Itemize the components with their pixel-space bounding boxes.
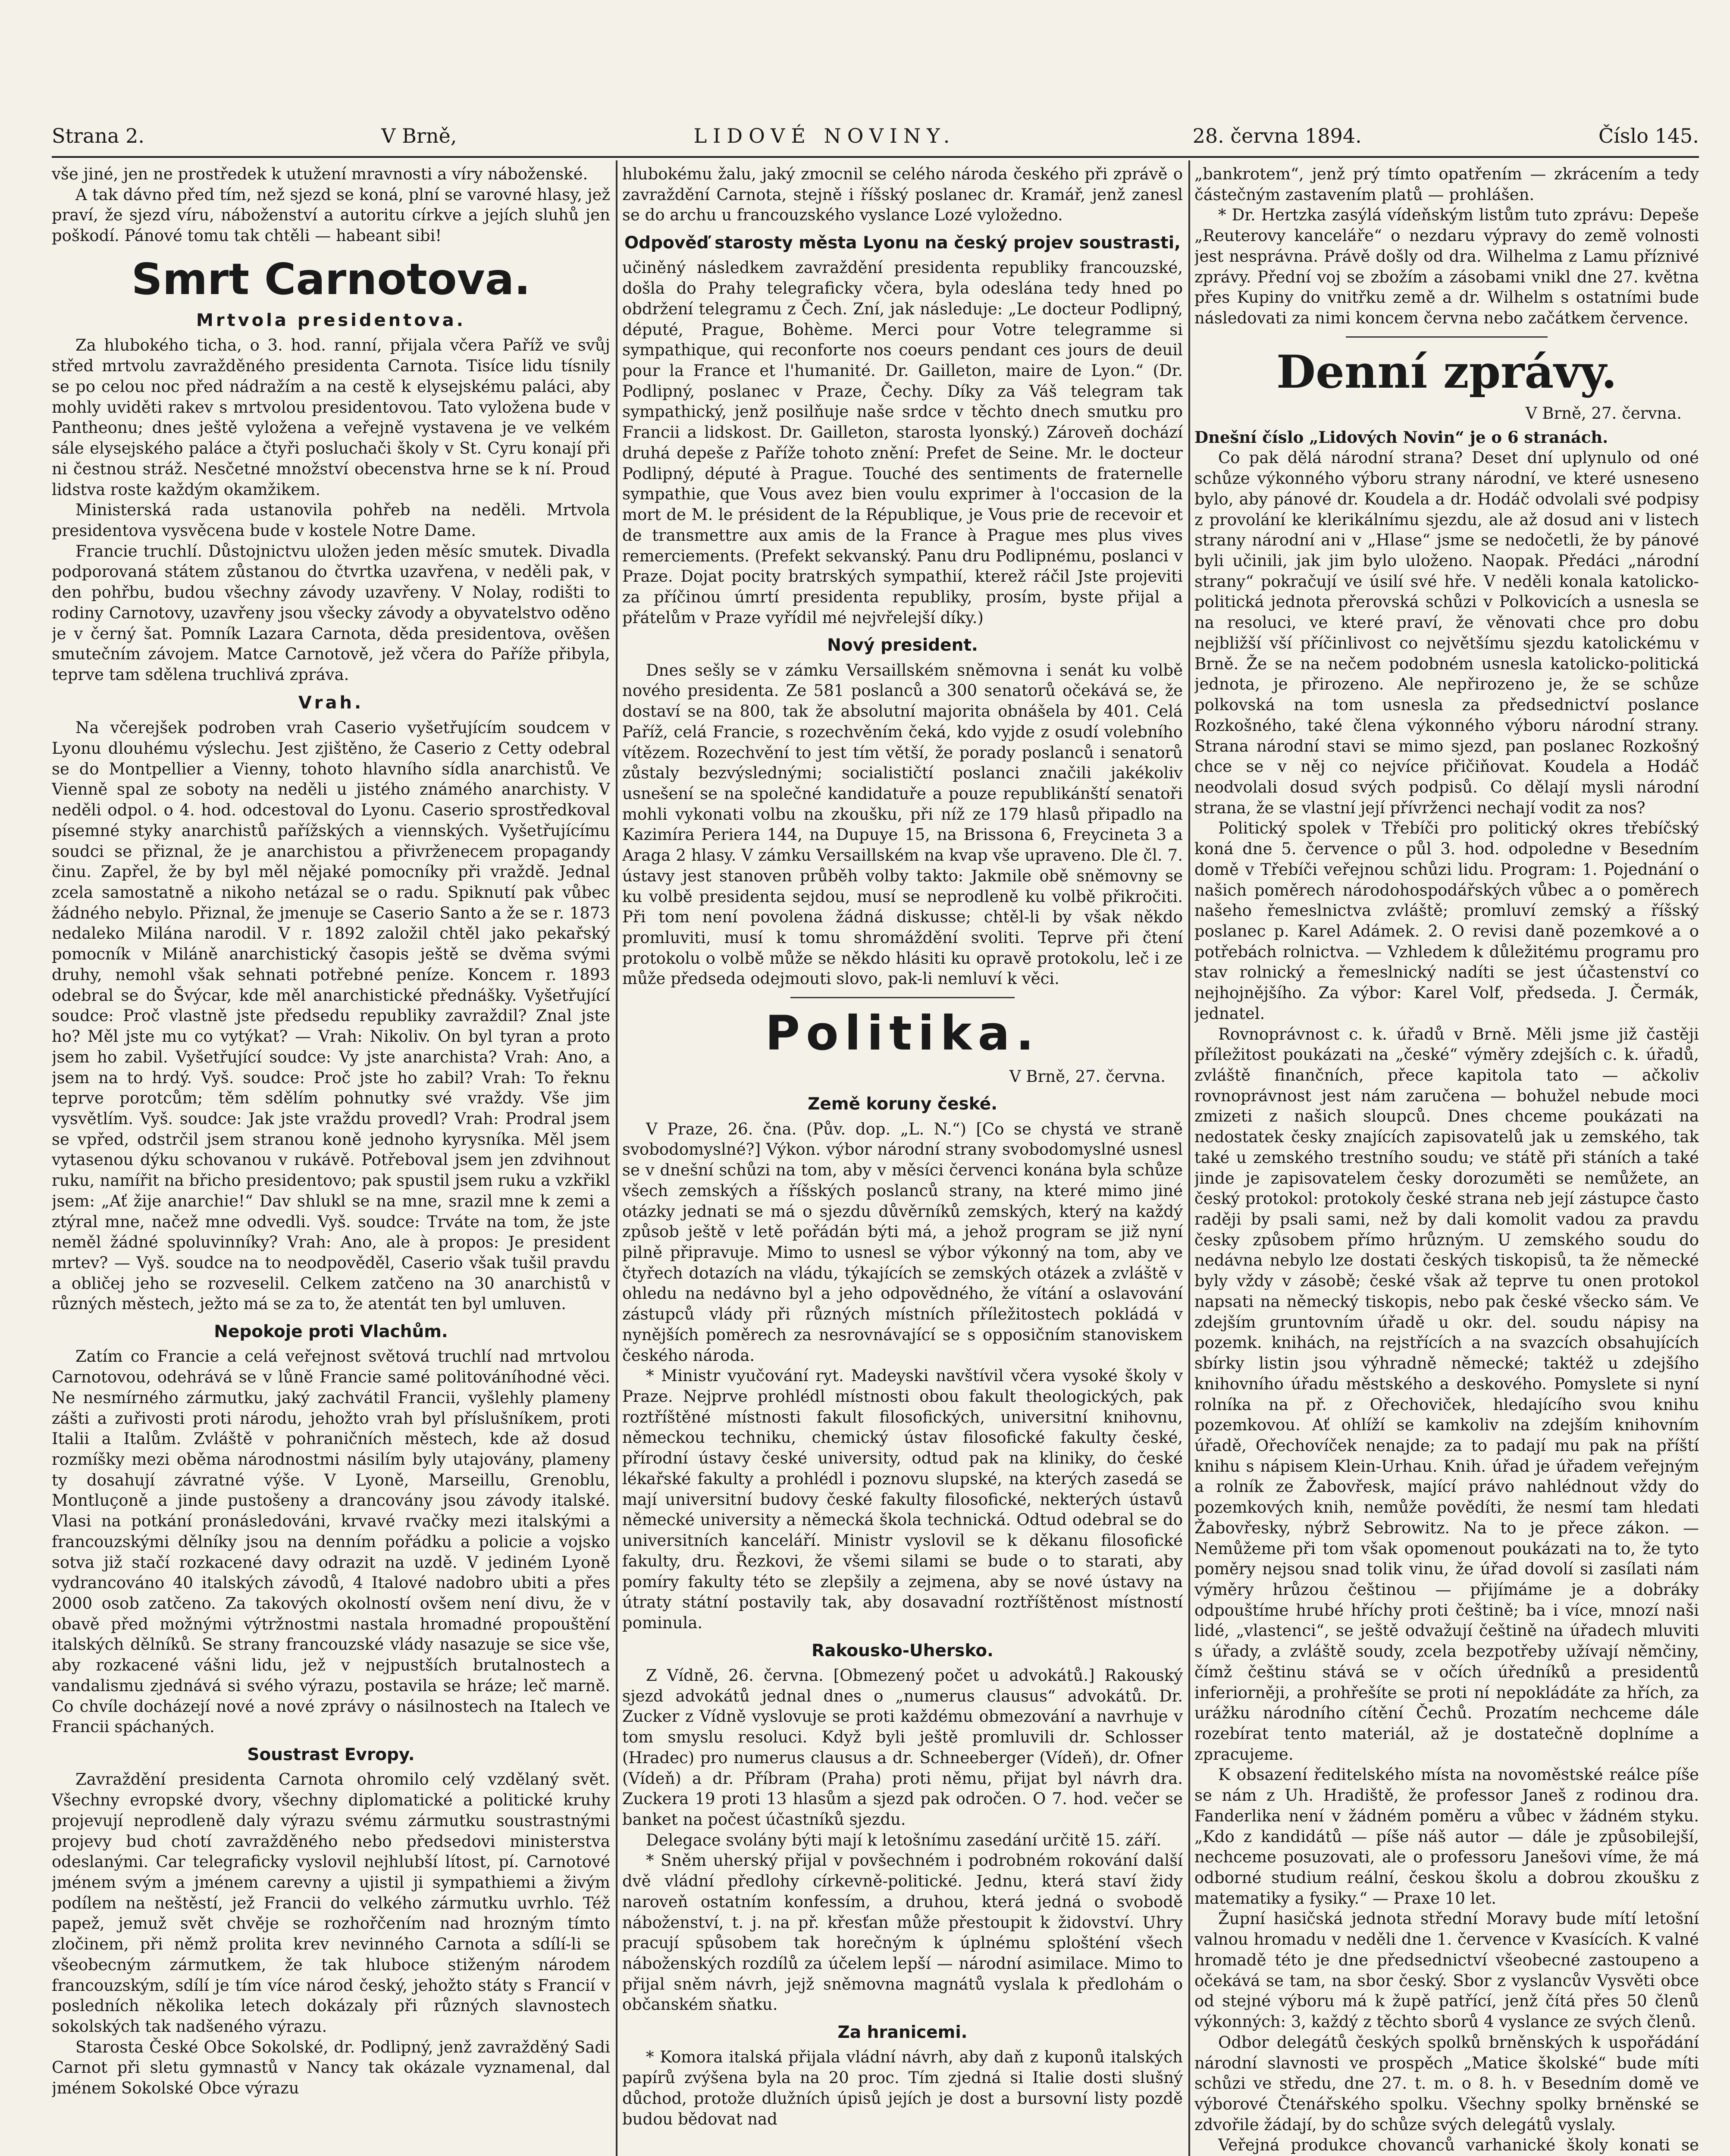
- paragraph: Starosta České Obce Sokolské, dr. Podlipný, jenž zavražděný Sadi Carnot při sletu gymnastů v Nancy tak okázale vyznamenal, dal jménem Sokolské Obce výrazu: [52, 2037, 610, 2098]
- paragraph: Za hlubokého ticha, o 3. hod. ranní, přijala včera Paříž ve svůj střed mrtvolu zavražděného presidenta Carnota. Tisíce lidu tísnily se po celou noc před nádražím a na cestě k elysejskému paláci, aby mohly uviděti rakev s mrtvolou presidentovou. Tato vyložena bude v Pantheonu; dnes ještě vyložena a veřejně vystavena je ve velkém sále elysejského paláce a čtyři posluchači školy v St. Cyru konají při ni čestnou stráž. Nesčetné množství obecenstva hrne se k ní. Proud lidstva roste každým okamžikem.: [52, 336, 610, 499]
- masthead-city: V Brně,: [381, 124, 457, 147]
- column-2: [622, 164, 1183, 2156]
- headline-politics: Politika.: [765, 1006, 1040, 1061]
- paragraph: Rovnoprávnost c. k. úřadů v Brně. Měli jsme již častěji příležitost poukázati na „české“ výměry zdejších c. k. úřadů, zvláště finančních, přece kapitola tato — ačkoliv rovnoprávnost jest nám zaručena — bohužel nebude moci zmizeti z našich sloupců. Dnes chceme poukázati na nedostatek česky znajících zapisovatelů jak u zemského, tak také u zemského trestního soudu; ve státě při stáních a také jinde je zapisovatelem česky dorozuměti se nemůžete, an český protokol: protokoly české strana neb její zástupce často raději by psali sami, než by dali komolit vadou za pravdu česky způsobem přímo hrůzným. U zemského soudu do nedávna nebylo lze dostati českých tiskopisů, ta že německé byly vždy v zásobě; české však až teprve tu onen protokol napsati na německý tiskopis, nebo pak české všecko sám. Ve zdejším gruntovním úřadě u okr. del. soudu nápisy na pozemk. knihách, na rejstřících a na svazcích obsahujících sbírky listin jsou výhradně německé; taktéž u zdejšího knihovního úřadu městského a deskového. Pomyslete si nyní rolníka na př. z Ořechoviček, hledajícího svou knihu pozemkovou. Ať ohlíží se kamkoliv na zdejším knihovním úřadě, Ořechovíček nenajde; za to padají mu pak na příští knihu s nápisem Klein-Urhau. Knih. úřad je úřadem veřejným a rolník ze Žabovřesk, mající právo nahlédnout vždy do pozemkových knih, nemůže povědíti, že nesmí tam hledati Žabovřesky, nýbrž Sebrowitz. Na to je přece zákon. — Nemůžeme při tom však opomenout poukázati na to, že tyto poměry nejsou snad tolik vinu, že úřad dovolí si zasílati nám výměry hrůzou češtinou — přijímáme je a dobráky odpouštíme hrubé hříchy proti češtině; ba i více, mnozí naši lidé, „vlastenci“, se ještě odvažují češtině na úřadech mluviti s úřady, a zvláště soudy, zcela bezpotřeby užívají němčiny, čímž češtinu stává se v očích úředníků a presidentů inferiorněji, a prohřešíte se proti ní nepokládáte za hřích, za urážku národního cítění Čechů. Prozatím nechceme dále rozebírat tento materiál, až je dostatečně doplníme a zpracujeme.: [1194, 1025, 1699, 1764]
- paragraph: * Komora italská přijala vládní návrh, aby daň z kuponů italských papírů zvýšena byla na 20 proc. Tím zjedná si Italie dosti slušný důchod, protože dlužních úpisů jejích je dost a bursovní listy pozdě budou bědovat nad: [622, 2048, 1183, 2128]
- dateline: V Brně, 27. června.: [1525, 404, 1682, 423]
- subheadline: Mrtvola presidentova.: [196, 310, 466, 330]
- headline-carnot-death: Smrt Carnotova.: [131, 254, 531, 304]
- paragraph: * Sněm uherský přijal v povšechném i podrobném rokování další dvě vládní předlohy církevně-politické. Jednu, která staví židy naroveň ostatním konfessím, a druhou, která jedná o svobodě náboženství, t. j. na př. křesťan může přestoupit k židovství. Uhry pracují spůsobem tak horečným k úplnému splošténí všech náboženských rozdílů za účelem lepší — národní asimilace. Mimo to přijal sněm návrh, jejž sněmovna magnátů vyslala k předlohám o občanském sňatku.: [622, 1851, 1183, 2014]
- paragraph: Zavraždění presidenta Carnota ohromilo celý vzdělaný svět. Všechny evropské dvory, všechny diplomatické a politické kruhy projevují neprodleně daly výrazu svému zármutku soustrastnými projevy bud chotí zavražděného nebo předsedovi ministerstva odeslanými. Car telegraficky vyslovil nejhlubší lítost, pí. Carnotové jménem svým a jménem carevny a ujistil ji sympathiemi a živým podílem na neštěstí, jež Francii do velkého zármutku uvrhlo. Též papež, jemuž svět chvěje se rozhořčením nad hrozným tímto zločinem, při němž prolita krev nevinného Carnota a sdílí-li se všeobecným zármutkem, že tak hluboce stiženým národem francouzským, sdílí je tím více národ český, jehožto státy s Francií v posledních několika letech dokázaly při různých slavnostech sokolských tak nadšeného výrazu.: [52, 1770, 610, 2036]
- subheadline: Rakousko-Uhersko.: [812, 1641, 993, 1661]
- paragraph: * Dr. Hertzka zasýlá vídeňským listům tuto zprávu: Depeše „Reuterovy kanceláře“ o nezdaru výpravy do země volnosti jest nesprávna. Právě došly od dra. Wilhelma z Lamu příznivé zprávy. Přední voj se zbožím a zásobami vnikl dne 27. května přes Kupiny do vnitřku země a dr. Wilhelm s ostatními bude následovati za nimi koncem června nebo začátkem července.: [1194, 206, 1699, 328]
- page-number: Strana 2.: [52, 124, 144, 147]
- masthead: [52, 116, 1699, 155]
- paragraph: Zatím co Francie a celá veřejnost světová truchlí nad mrtvolou Carnotovou, odehrává se v lůně Francie samé politováníhodné věci. Ne nesmírného zármutku, jaký zachvátil Francii, vyšlehly plameny zášti a zuřivosti proti národu, jehožto vrah byl příslušníkem, proti Italii a Italům. Zvláště v pohraničních městech, kde až dosud rozmíšky mezi oběma národnostmi násilím byly utajovány, plameny ty dosahují závratné výše. V Lyoně, Marseillu, Grenoblu, Montluçoně a jinde pustošeny a drancovány jsou závody italské. Vlasi na potkání pronásledováni, krvavé rvačky mezi italskými a francouzskými dělníky jsou na denním pořádku a policie a vojsko sotva již stačí rozkacené davy odrazit na uzdě. V jediném Lyoně vydrancováno 40 italských závodů, 4 Italové nadobro ubiti a přes 2000 osob zatčeno. Za takových okolností ovšem není divu, že v obavě před možnými výtržnostmi nastala hromadné propouštění italských dělníků. Se strany francouzské vlády nasazuje se sice vše, aby rozkacené vášni lidu, jež v nejpustších brutalnostech a vandalismu zjednává si svého výrazu, postavila se hráze; leč marně. Co chvíle docházejí nové a nové zprávy o násilnostech na Italech ve Francii spáchaných.: [52, 1347, 610, 1736]
- subheadline: Vrah.: [298, 693, 364, 713]
- paragraph: Na včerejšek podroben vrah Caserio vyšetřujícím soudcem v Lyonu dlouhému výslechu. Jest zjištěno, že Caserio z Cetty odebral se do Montpellier a Vienny, tohoto hlavního sídla anarchistů. Ve Vienně spal ze soboty na neděli u jistého známého anarchisty. V neděli odpol. o 4. hod. odcestoval do Lyonu. Caserio sprostředkoval písemné styky anarchistů pařížských a viennských. Vyšetřujícímu soudci se přiznal, že je anarchistou a přivrženecem propagandy činu. Zapřel, že by byl měl nějaké pomocníky při vraždě. Jednal zcela samostatně a nikoho netázal se o radu. Spiknutí pak vůbec žádného nebylo. Přiznal, že jmenuje se Caserio Santo a že se r. 1873 nedaleko Milána narodil. V r. 1892 založil chtěl jako pekařský pomocník v Miláně anarchistický časopis ještě se dvěma svými druhy, nemohl však sehnati potřebné peníze. Koncem r. 1893 odebral se do Švýcar, kde měl anarchistické přednášky. Vyšetřující soudce: Proč vlastně jste předsedu republiky zavraždil? Znal jste ho? Měl jste mu co vytýkat? — Vrah: Nikoliv. On byl tyran a proto jsem ho zabil. Vyšetřující soudce: Vy jste anarchista? Vrah: Ano, a jsem na to hrdý. Vyš. soudce: Proč jste ho zabil? Vrah: To řeknu teprve porotcům; těm sdělím pohnutky své vraždy. Vše jim vysvětlím. Vyš. soudce: Jak jste vraždu provedl? Vrah: Prodral jsem se vpřed, odstrčil jsem stranou koně jednoho kyrysníka. Měl jsem vytasenou dýku schovanou v rukávě. Potřeboval jsem jen zdvihnout ruku, namířit na břicho presidentovo; pak spustil jsem ruku a vzkřikl jsem: „Ať žije anarchie!“ Dav shlukl se na mne, srazil mne k zemi a ztýral mne, načež mne odvedli. Vyš. soudce: Trváte na tom, že jste neměl žádné spoluvinníky? Vrah: Ano, ale à propos: Je president mrtev? — Vyš. soudce na to neodpověděl, Caserio však tušil pravdu a obličej jeho se rozveselil. Celkem zatčeno na 30 anarchistů v různých městech, ježto má se za to, že atentát ten byl umluven.: [52, 718, 610, 1313]
- headline-daily-news: Denní zprávy.: [1276, 345, 1617, 398]
- dateline: V Brně, 27. června.: [1009, 1067, 1166, 1086]
- issue-date: 28. června 1894.: [1192, 124, 1362, 147]
- newspaper-title: LIDOVÉ NOVINY.: [693, 124, 956, 147]
- subheadline: Země koruny české.: [808, 1094, 997, 1114]
- paragraph: Župní hasičská jednota střední Moravy bude mítí letošní valnou hromadu v neděli dne 1. července v Kvasících. K valné hromadě této je dne předsednictví všeobecné zastoupeno a očekává se tam, na sbor český. Sbor z vyslancův Vysvěti obce od stejné výboru má k župě patřící, jenž čítá přes 50 členů výkonných: 3, každý z těchto sborů 4 vyslance ze svých členů.: [1194, 1909, 1699, 2031]
- section-divider: [790, 997, 1015, 998]
- paragraph: učiněný následkem zavraždění presidenta republiky francouzské, došla do Prahy telegraficky včera, byla odeslána tedy hned po obdržení telegramu z Čech. Zní, jak následuje: „Le docteur Podlipný, député, Prague, Bohème. Merci pour Votre telegramme si sympathique, qui reconforte nos coeurs pendant ces jours de deuil pour la France et l'humanité. Dr. Gailleton, maire de Lyon.“ (Dr. Podlipný, poslanec v Praze, Čechy. Díky za Váš telegram tak sympathický, jenž posilňuje naše srdce v těchto dnech smutku pro Francii a lidskost. Dr. Gailleton, starosta lyonský.) Zároveň dochází druhá depeše z Paříže tohoto znění: Prefet de Seine. Mr. le docteur Podlipný, député à Prague. Touché des sentiments de fraternelle sympathie, que Vous avez bien voulu exprimer à l'occasion de la mort de M. le président de la République, je Vous prie de recevoir et de transmettre aux amis de la France à Prague mes plus vives remerciements. (Prefekt sekvanský. Panu dru Podlipnému, poslanci v Praze. Dojat pocity bratrských sympathií, kterež ráčil Jste projeviti za příčinou úmrtí presidenta republiky, prosím, byste přijal a přátelům v Praze vyřídil mé nejvřelejší díky.): [622, 258, 1183, 627]
- paragraph: Francie truchlí. Důstojnictvu uložen jeden měsíc smutek. Divadla podporovaná státem zůstanou do čtvrtka uzavřena, v neděli pak, v den pohřbu, budou všechny závody uzavřeny. V Nolay, rodišti to rodiny Carnotovy, uzavřeny jsou všecky závody a obyvatelstvo oděno je v černý šat. Pomník Lazara Carnota, děda presidentova, ověšen smutečním závojem. Matce Carnotově, jež včera do Paříže přibyla, teprve tam sdělena truchlivá zpráva.: [52, 542, 610, 684]
- subheadline: Nepokoje proti Vlachům.: [214, 1322, 448, 1342]
- subheadline: Za hranicemi.: [837, 2023, 968, 2043]
- paragraph: Dnes sešly se v zámku Versaillském sněmovna i senát ku volbě nového presidenta. Ze 581 poslanců a 300 senatorů očekává se, že dostaví se na 800, tak že absolutní majorita obnášela by 401. Celá Paříž, celá Francie, s rozechvěním čeká, kdo vyjde z osudí volebního vítězem. Rozechvění to jest tím větší, že porady poslanců i senatorů zůstaly bezvýslednými; socialističtí poslanci značili jakékoliv usnešení se na společné kandidatuře a pouze republikánští senatoři mohli vykonati volbu na zkoušku, při níž ze 179 hlasů připadlo na Kazimíra Periera 144, na Dupuye 15, na Brissona 6, Freycineta 3 a Araga 2 hlasy. V zámku Versaillském na kvap vše upraveno. Dle čl. 7. ústavy jest stanoven průběh volby takto: Jakmile obě sněmovny se ku volbě presidenta sejdou, musí se neprodleně ku volbě přikročiti. Při tom není povolena žádná diskusse; chtěl-li by však někdo promluviti, musí k tomu shromáždění svoliti. Teprve při čtení protokolu o volbě může se někdo hlásiti ku opravě protokolu, leč i ze může předseda odejmouti slovo, pak-li nemluví k věci.: [622, 661, 1183, 988]
- paragraph: vše jiné, jen ne prostředek k utužení mravnosti a víry náboženské.: [52, 165, 588, 183]
- paragraph: Delegace svolány býti mají k letošnímu zasedání určitě 15. září.: [646, 1830, 1162, 1849]
- masthead-rule: [52, 156, 1699, 158]
- paragraph: Z Vídně, 26. června. [Obmezený počet u advokátů.] Rakouský sjezd advokátů jednal dnes o „numerus clausus“ advokátů. Dr. Zucker z Vídně vyslovuje se proti každému obmezování a navrhuje v tom smyslu resoluci. Když byli ještě promluvili dr. Schlosser (Hradec) pro numerus clausus a dr. Schneeberger (Vídeň), dr. Ofner (Vídeň) a dr. Příbram (Praha) proti němu, přijat byl návrh dra. Zuckera 19 proti 13 hlasům a sjezd pak odročen. O 7. hod. večer se banket na počest účastníků sjezdu.: [622, 1666, 1183, 1829]
- column-divider-1: [616, 160, 617, 2156]
- subheadline: Soustrast Evropy.: [247, 1745, 415, 1765]
- paragraph: Ministerská rada ustanovila pohřeb na neděli. Mrtvola presidentova vysvěcena bude v kostele Notre Dame.: [52, 501, 610, 540]
- paragraph: Veřejná produkce chovanců varhanické školy konati se: [1218, 2136, 1699, 2155]
- column-3: [1194, 164, 1699, 2156]
- paragraph: K obsazení ředitelského místa na novoměstské reálce píše se nám z Uh. Hradiště, že professor Janeš z rodinou dra. Fanderlika není v žádném poměru a vůbec v žádném styku. „Kdo z kandidátů — píše náš autor — dále je způsobilejší, nechceme posuzovati, ale o professoru Janešovi víme, že má odborné studium reální, českou školu a dobrou zkoušku z matematiky a fysiky.“ — Praxe 10 let.: [1194, 1765, 1699, 1908]
- paragraph: hlubokému žalu, jaký zmocnil se celého národa českého při zprávě o zavraždění Carnota, stejně i říšský poslanec dr. Kramář, jenž zanesl se do archu u francouzského vyslance Lozé vyložedno.: [622, 165, 1183, 225]
- paragraph: „bankrotem“, jenž prý tímto opatřením — zkrácením a tedy částečným zastavením platů — prohlášen.: [1194, 165, 1699, 204]
- issue-announcement: Dnešní číslo „Lidových Novin“ je o 6 stranách.: [1194, 427, 1608, 447]
- paragraph: Co pak dělá národní strana? Deset dní uplynulo od oné schůze výkonného výboru strany národní, ve které usneseno bylo, aby pánové dr. Koudela a dr. Hodáč odvolali své podpisy z provolání ke klerikálnímu sjezdu, ale až dosud ani v listech strany národní ani v „Hlase“ jsme se nedočetli, že by pánové byli učinili, jak jim bylo uloženo. Naopak. Předáci „národní strany“ pokračují ve úsilí své hře. V neděli konala katolicko-politická jednota přerovská schůzi v Polkovicích a usnesla se na resoluci, ve které praví, že věnovati chce pro dobu nejbližší vší příčinlivost co největšímu sjezdu katolickému v Brně. Že se na nečem podobném usnesla katolicko-politická jednota, je přirozeno. Ale nepřirozeno je, že se schůze polkovská na tom usnesla za předsednictví poslance Rozkošného, také člena výkonného výboru národní strany. Strana národní stavi se mimo sjezd, pan poslanec Rozkošný chce se v něj co nejvíce přičiňovat. Koudela a Hodáč neodvolali dosud svých podpisů. Co dělají mysli národní strana, že se vlastní její přívrženci nechají vodit za nos?: [1194, 448, 1699, 817]
- column-divider-2: [1188, 160, 1190, 2156]
- paragraph: V Praze, 26. čna. (Pův. dop. „L. N.“) [Co se chystá ve straně svobodomyslné?] Výkon. výbor národní strany svobodomyslné usnesl se v dnešní schůzi na tom, aby v měsíci červenci konána byla schůze všech zemských a říšských poslanců strany, na které mimo jiné otázky jednati se má o sjezdu důvěrníků zemských, který na každý způsob ještě v letě pořádán býti má, a jehož program se již nyní pilně připravuje. Mimo to usnesl se výbor výkonný na tom, aby ve čtyřech dotazích na vládu, týkajících se zemských otázek a zvláště v ohledu na nedávno byl a jeho odpovědného, že vítání a oslavování zástupců vlády při různých místních příležitostech pokládá v nynějších poměrech za nesrovnávající se s opposičním stanoviskem českého národa.: [622, 1119, 1183, 1365]
- paragraph: Politický spolek v Třebíči pro politický okres třebíčský koná dne 5. července o půl 3. hod. odpoledne v Besedním domě v Třebíči veřejnou schůzi lidu. Program: 1. Pojednání o našich poměrech národohospodářských vůbec a o poměrech našeho řemeslnictva zvláště; promluví zemský a říšský poslanec p. Karel Adámek. 2. O revisi daně pozemkové a o potřebách rolnictva. — Vzhledem k důležitému programu pro stav rolnický a řemeslnický nadíti se jest účastenství co nejhojnějšího. Za výbor: Karel Volf, předseda. J. Čermák, jednatel.: [1194, 819, 1699, 1023]
- column-1: [52, 164, 610, 2156]
- subheadline: Nový president.: [827, 636, 978, 655]
- paragraph: * Ministr vyučování ryt. Madeyski navštívil včera vysoké školy v Praze. Nejprve prohlédl místnosti obou fakult theologických, pak roztříštěné místnosti fakult filosofických, universitní knihovnu, německou techniku, chemický ústav filosofické fakulty české, přírodní ústavy české university, odtud pak na kliniky, do české lékařské fakulty a prohlédl i poznovu slupské, na kterých zasedá se mají universitní budovy české fakulty filosofické, nekterých ústavů německé university a německá škola technická. Odtud odebral se do universitních kanceláří. Ministr vyslovil se k děkanu filosofické fakulty, dru. Řezkovi, že všemi silami se bude o to starati, aby pomíry fakulty této se zlepšily a zejmena, aby se nové ústavy na útraty státní postavily tak, aby dosavadní roztříštěnost místností pominula.: [622, 1366, 1183, 1632]
- paragraph: Odbor delegátů českých spolků brněnských k uspořádání národní slavnosti ve prospěch „Matice školské“ bude míti schůzi ve středu, dne 27. t. m. o 8. h. v Besedním domě ve výborové Čtenářského spolku. Všechny spolky brněnské se zdvořile žádají, by do schůze svých delegátů vyslaly.: [1194, 2033, 1699, 2134]
- subheadline: Odpověď starosty města Lyonu na český projev soustrasti,: [624, 233, 1181, 253]
- section-divider: [1346, 336, 1548, 338]
- paragraph: A tak dávno před tím, než sjezd se koná, plní se varovné hlasy, jež praví, že sjezd víru, náboženství a autoritu církve a jejích sluhů jen poškodí. Pánové tomu tak chtěli — habeant sibi!: [52, 185, 610, 245]
- issue-number: Číslo 145.: [1598, 124, 1699, 147]
